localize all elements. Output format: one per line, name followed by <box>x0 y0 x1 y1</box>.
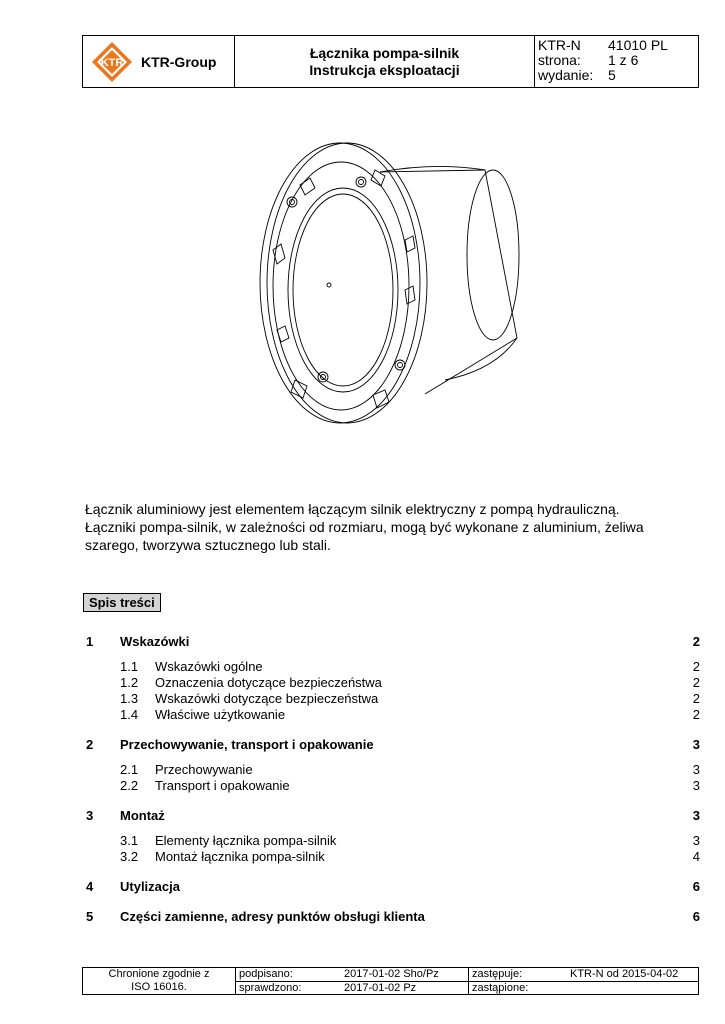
signature-block <box>236 968 469 994</box>
toc-sub-title: Przechowywanie <box>155 762 253 777</box>
toc-sub-page: 4 <box>692 849 700 864</box>
replaces-value: KTR-N od 2015-04-02 <box>570 968 679 980</box>
document-title <box>235 36 535 87</box>
toc-section-number: 4 <box>86 879 94 894</box>
brand-name: KTR-Group <box>141 53 217 70</box>
intro-line: szarego, tworzywa sztucznego lub stali. <box>85 537 331 553</box>
toc-section-title: Utylizacja <box>120 879 180 894</box>
toc-heading: Spis treści <box>83 593 161 612</box>
toc-section-page: 2 <box>692 634 700 649</box>
toc-section-page: 3 <box>692 737 700 752</box>
toc-section-title: Części zamienne, adresy punktów obsługi klienta <box>120 909 425 924</box>
toc-section[interactable] <box>86 808 700 824</box>
signed-label: podpisano: <box>239 968 293 980</box>
toc-section-title: Przechowywanie, transport i opakowanie <box>120 737 374 752</box>
toc-sub-page: 3 <box>692 778 700 793</box>
document-meta <box>535 36 698 87</box>
toc-section-number: 1 <box>86 634 94 649</box>
toc-sub-title: Transport i opakowanie <box>155 778 290 793</box>
document-header <box>82 35 699 88</box>
title-line-1: Łącznika pompa-silnik <box>309 44 460 61</box>
brand-block <box>83 36 235 87</box>
toc-sub-page: 3 <box>692 833 700 848</box>
toc-sub-number: 1.1 <box>120 659 139 674</box>
protection-note <box>83 968 236 994</box>
toc-sub-title: Montaż łącznika pompa-silnik <box>155 849 325 864</box>
toc-sub-page: 2 <box>692 675 700 690</box>
toc-sub-number: 2.1 <box>120 762 139 777</box>
toc-section[interactable] <box>86 634 700 650</box>
edition-value: 5 <box>608 67 616 83</box>
toc-subsection[interactable] <box>86 833 700 849</box>
doc-number: 41010 PL <box>608 37 668 53</box>
title-line-2: Instrukcja eksploatacji <box>309 61 460 78</box>
toc-section-title: Montaż <box>120 808 165 823</box>
checked-value: 2017-01-02 Pz <box>344 982 417 994</box>
toc-sub-page: 2 <box>692 707 700 722</box>
toc-sub-number: 3.2 <box>120 849 139 864</box>
toc-section-page: 6 <box>692 879 700 894</box>
toc-sub-page: 2 <box>692 691 700 706</box>
toc-sub-number: 2.2 <box>120 778 139 793</box>
edition-label: wydanie: <box>538 67 594 83</box>
intro-paragraph <box>85 500 705 554</box>
svg-text:KTR: KTR <box>100 56 124 69</box>
toc-section-page: 3 <box>692 808 700 823</box>
toc-section-page: 6 <box>692 909 700 924</box>
toc-section-number: 2 <box>86 737 94 752</box>
table-of-contents <box>86 634 700 925</box>
toc-section-title: Wskazówki <box>120 634 190 649</box>
toc-sub-title: Wskazówki ogólne <box>155 659 263 674</box>
toc-subsection[interactable] <box>86 675 700 691</box>
toc-section-number: 5 <box>86 909 94 924</box>
replaced-label: zastąpione: <box>472 982 529 994</box>
protection-line: Chronione zgodnie z <box>108 968 210 980</box>
toc-sub-title: Właściwe użytkowanie <box>155 707 286 722</box>
bellhousing-illustration <box>255 140 535 460</box>
intro-line: Łącznik aluminiowy jest elementem łączącym silnik elektryczny z pompą hydrauliczną. <box>85 501 620 517</box>
toc-subsection[interactable] <box>86 691 700 707</box>
signed-value: 2017-01-02 Sho/Pz <box>344 968 439 980</box>
checked-label: sprawdzono: <box>239 982 302 994</box>
replaced-value <box>570 982 698 995</box>
toc-subsection[interactable] <box>86 778 700 794</box>
protection-line: ISO 16016. <box>131 981 187 993</box>
toc-sub-number: 1.4 <box>120 707 139 722</box>
toc-sub-number: 3.1 <box>120 833 139 848</box>
page-label: strona: <box>538 52 581 68</box>
toc-sub-title: Wskazówki dotyczące bezpieczeństwa <box>155 691 379 706</box>
toc-subsection[interactable] <box>86 659 700 675</box>
toc-subsection[interactable] <box>86 849 700 865</box>
toc-subsection[interactable] <box>86 707 700 723</box>
replaces-label: zastępuje: <box>472 968 523 980</box>
toc-section[interactable] <box>86 909 700 925</box>
toc-section[interactable] <box>86 879 700 895</box>
toc-sub-number: 1.2 <box>120 675 139 690</box>
toc-sub-page: 2 <box>692 659 700 674</box>
document-footer <box>82 967 699 995</box>
toc-sub-number: 1.3 <box>120 691 139 706</box>
toc-sub-title: Oznaczenia dotyczące bezpieczeństwa <box>155 675 382 690</box>
intro-line: Łączniki pompa-silnik, w zależności od rozmiaru, mogą być wykonane z aluminium, żeliwa <box>85 519 644 535</box>
page-value: 1 z 6 <box>608 52 639 68</box>
toc-subsection[interactable] <box>86 762 700 778</box>
toc-section-number: 3 <box>86 808 94 823</box>
doc-label: KTR-N <box>538 37 581 53</box>
toc-section[interactable] <box>86 737 700 753</box>
ktr-logo <box>91 41 133 83</box>
toc-sub-page: 3 <box>692 762 700 777</box>
toc-sub-title: Elementy łącznika pompa-silnik <box>155 833 337 848</box>
replacement-block <box>469 968 698 994</box>
